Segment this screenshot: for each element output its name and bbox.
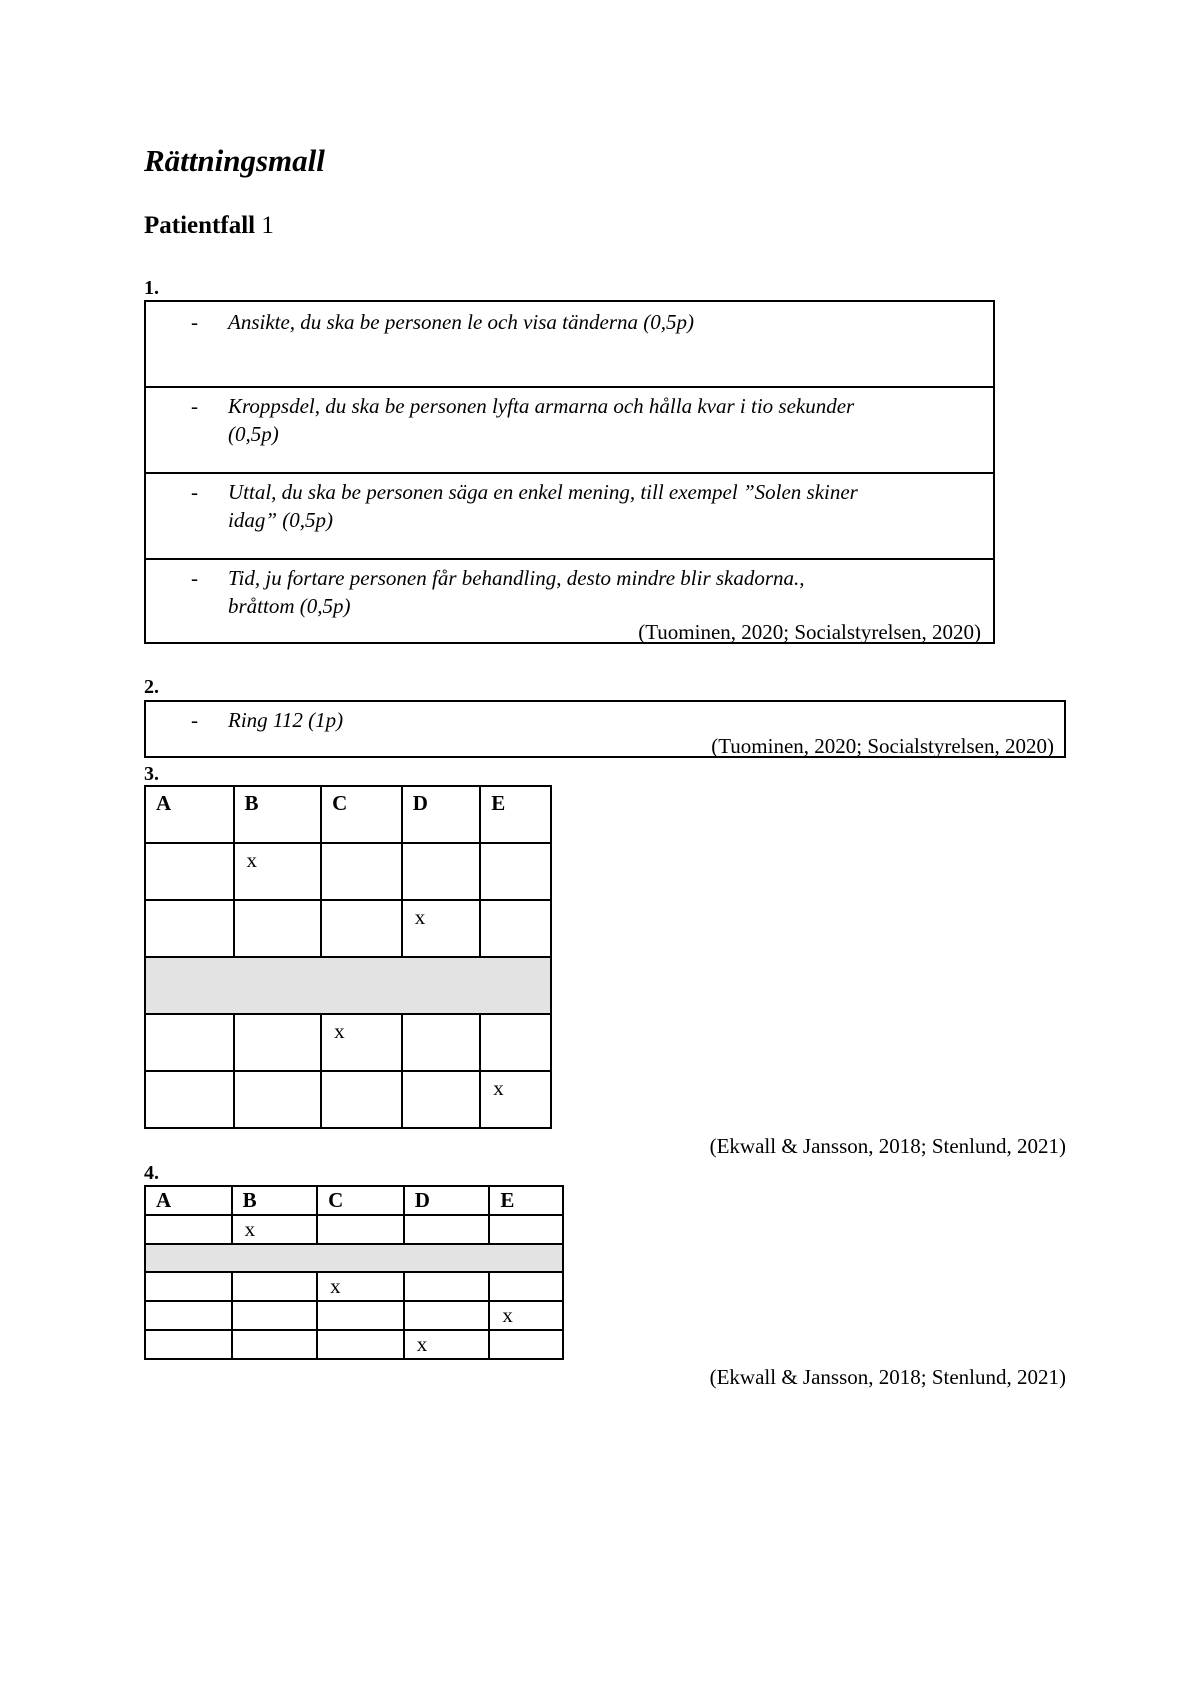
table-row bbox=[145, 900, 551, 957]
answer-row-3 bbox=[146, 472, 993, 560]
table-cell bbox=[232, 1330, 318, 1359]
table-cell bbox=[402, 843, 481, 900]
citation: (Ekwall & Jansson, 2018; Stenlund, 2021) bbox=[709, 1134, 1066, 1158]
table-cell bbox=[234, 900, 322, 957]
list-dash: - bbox=[191, 310, 198, 334]
table-cell bbox=[404, 1301, 490, 1330]
case-heading-number: 1 bbox=[261, 212, 274, 239]
table-cell bbox=[232, 1301, 318, 1330]
table-row bbox=[145, 843, 551, 900]
column-header: A bbox=[145, 1186, 232, 1215]
answer-grid-q4 bbox=[144, 1185, 564, 1360]
table-cell bbox=[480, 900, 551, 957]
column-header: A bbox=[145, 786, 234, 843]
question-1-label: 1. bbox=[144, 277, 159, 299]
table-cell bbox=[234, 1071, 322, 1128]
table-row bbox=[145, 1071, 551, 1128]
page-title: Rättningsmall bbox=[144, 143, 325, 178]
table-row bbox=[145, 1272, 563, 1301]
table-row-shaded bbox=[145, 1244, 563, 1272]
citation: (Ekwall & Jansson, 2018; Stenlund, 2021) bbox=[709, 1365, 1066, 1389]
answer-text: Tid, ju fortare personen får behandling, desto mindre blir skadorna., bbox=[228, 566, 805, 590]
table-cell bbox=[317, 1215, 404, 1244]
case-heading bbox=[144, 212, 274, 240]
answer-text-cont: idag” (0,5p) bbox=[228, 508, 333, 532]
answer-text-cont: bråttom (0,5p) bbox=[228, 594, 351, 618]
table-cell: x bbox=[402, 900, 481, 957]
column-header: B bbox=[234, 786, 322, 843]
table-row bbox=[145, 1215, 563, 1244]
table-cell bbox=[145, 1071, 234, 1128]
column-header: E bbox=[480, 786, 551, 843]
table-cell: x bbox=[234, 843, 322, 900]
table-cell bbox=[480, 1014, 551, 1071]
table-cell bbox=[321, 843, 402, 900]
table-cell bbox=[489, 1330, 563, 1359]
answer-text-cont: (0,5p) bbox=[228, 422, 279, 446]
list-dash: - bbox=[191, 708, 198, 732]
list-dash: - bbox=[191, 394, 198, 418]
shaded-cell bbox=[145, 957, 551, 1014]
table-cell: x bbox=[232, 1215, 318, 1244]
table-cell: x bbox=[321, 1014, 402, 1071]
table-header-row bbox=[145, 786, 551, 843]
table-cell bbox=[145, 1014, 234, 1071]
answer-text: Uttal, du ska be personen säga en enkel mening, till exempel ”Solen skiner bbox=[228, 480, 858, 504]
table-cell bbox=[321, 1071, 402, 1128]
table-cell bbox=[232, 1272, 318, 1301]
citation: (Tuominen, 2020; Socialstyrelsen, 2020) bbox=[638, 620, 981, 644]
table-row bbox=[145, 1014, 551, 1071]
table-cell bbox=[317, 1330, 404, 1359]
case-heading-label: Patientfall bbox=[144, 212, 256, 239]
question-3-label: 3. bbox=[144, 763, 159, 785]
table-cell bbox=[489, 1272, 563, 1301]
table-cell: x bbox=[317, 1272, 404, 1301]
question-2-box bbox=[144, 700, 1066, 758]
table-row bbox=[145, 1301, 563, 1330]
table-cell: x bbox=[480, 1071, 551, 1128]
table-cell bbox=[317, 1301, 404, 1330]
answer-row-1 bbox=[146, 302, 993, 386]
table-cell bbox=[404, 1272, 490, 1301]
table-cell bbox=[145, 1215, 232, 1244]
table-cell bbox=[145, 1330, 232, 1359]
column-header: D bbox=[402, 786, 481, 843]
table-cell: x bbox=[404, 1330, 490, 1359]
answer-text: Ring 112 (1p) bbox=[228, 708, 344, 732]
table-cell bbox=[145, 900, 234, 957]
table-cell bbox=[234, 1014, 322, 1071]
column-header: B bbox=[232, 1186, 318, 1215]
list-dash: - bbox=[191, 480, 198, 504]
citation: (Tuominen, 2020; Socialstyrelsen, 2020) bbox=[711, 734, 1054, 758]
answer-row-2 bbox=[146, 386, 993, 474]
answer-row-4 bbox=[146, 558, 993, 646]
table-cell bbox=[404, 1215, 490, 1244]
answer-grid-q3 bbox=[144, 785, 552, 1129]
table-cell bbox=[489, 1215, 563, 1244]
table-cell bbox=[402, 1071, 481, 1128]
question-1-box bbox=[144, 300, 995, 644]
column-header: D bbox=[404, 1186, 490, 1215]
table-cell bbox=[321, 900, 402, 957]
table-cell bbox=[145, 843, 234, 900]
table-cell bbox=[145, 1301, 232, 1330]
table-cell bbox=[480, 843, 551, 900]
shaded-cell bbox=[145, 1244, 563, 1272]
list-dash: - bbox=[191, 566, 198, 590]
column-header: E bbox=[489, 1186, 563, 1215]
column-header: C bbox=[321, 786, 402, 843]
table-header-row bbox=[145, 1186, 563, 1215]
table-cell bbox=[402, 1014, 481, 1071]
question-4-label: 4. bbox=[144, 1162, 159, 1184]
table-cell: x bbox=[489, 1301, 563, 1330]
table-cell bbox=[145, 1272, 232, 1301]
table-row-shaded bbox=[145, 957, 551, 1014]
question-2-label: 2. bbox=[144, 676, 159, 698]
answer-text: Ansikte, du ska be personen le och visa tänderna (0,5p) bbox=[228, 310, 694, 334]
table-row bbox=[145, 1330, 563, 1359]
answer-text: Kroppsdel, du ska be personen lyfta armarna och hålla kvar i tio sekunder bbox=[228, 394, 855, 418]
column-header: C bbox=[317, 1186, 404, 1215]
